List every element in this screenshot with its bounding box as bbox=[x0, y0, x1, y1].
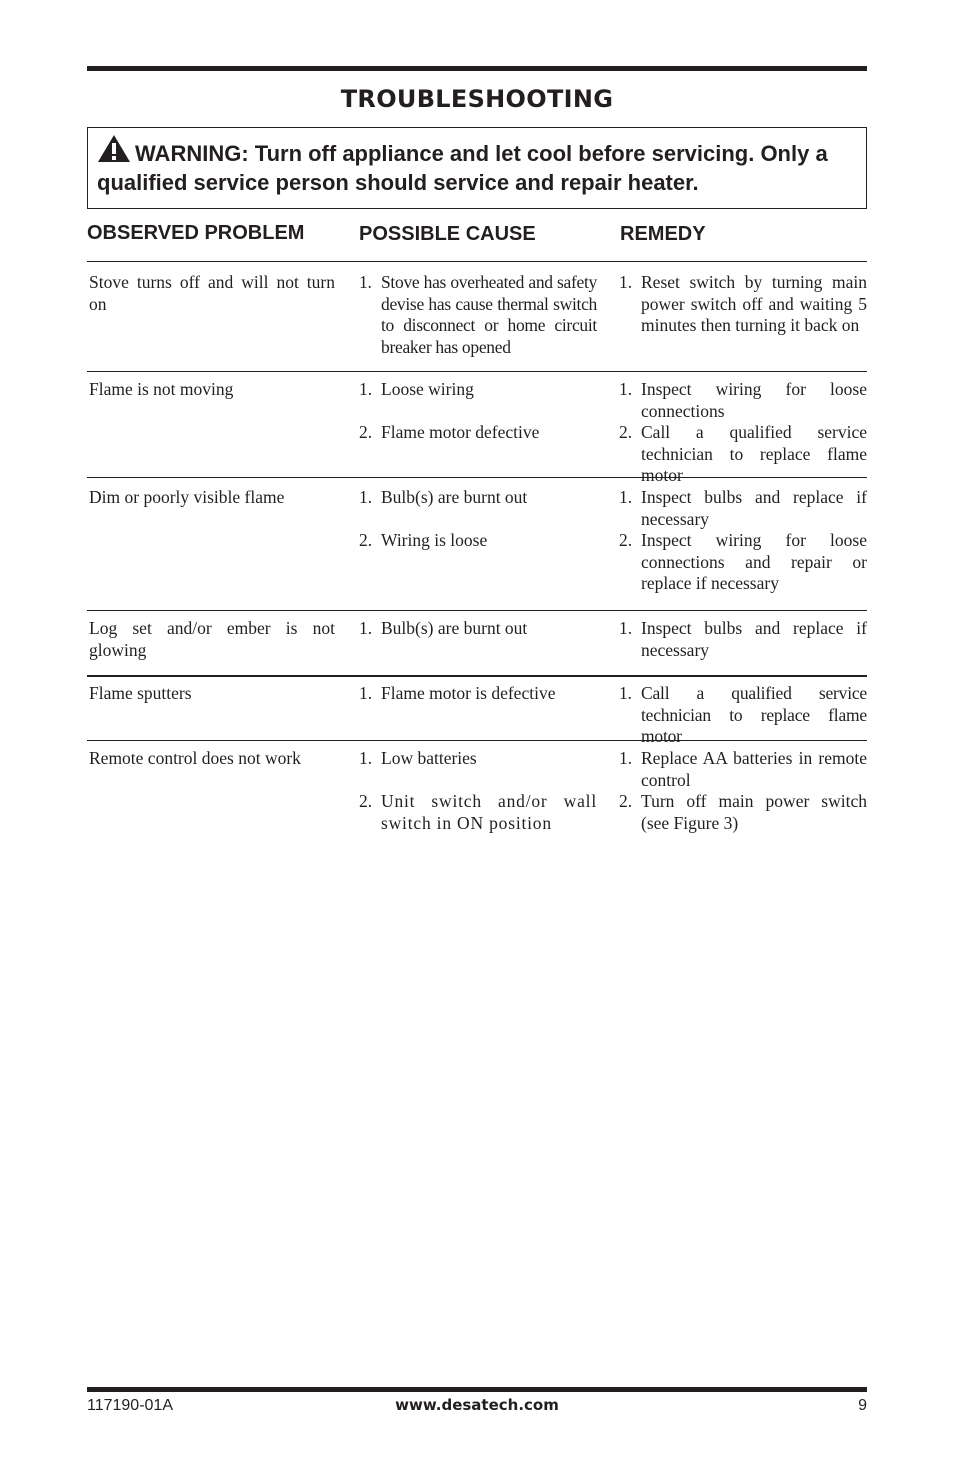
document-number: 117190-01A bbox=[87, 1397, 173, 1414]
problem-cell: Log set and/or ember is not glowing bbox=[89, 618, 335, 660]
table-row bbox=[87, 478, 867, 611]
remedy-cell bbox=[619, 683, 867, 748]
remedy-cell bbox=[619, 487, 867, 595]
table-row bbox=[87, 262, 867, 372]
warning-box bbox=[87, 127, 867, 209]
cause-item: 1. Stove has overheated and safety devise has cause thermal switch to disconnect or home circuit breaker has opened bbox=[359, 272, 597, 357]
top-rule bbox=[87, 66, 867, 71]
remedy-cell bbox=[619, 748, 867, 834]
cause-item: 2. Wiring is loose bbox=[359, 530, 488, 551]
footer-rule bbox=[87, 1387, 867, 1392]
header-possible-cause: POSSIBLE CAUSE bbox=[359, 223, 536, 245]
remedy-item: 2. Inspect wiring for loose connections and repair or replace if necessary bbox=[619, 530, 867, 594]
problem-cell: Flame sputters bbox=[89, 683, 192, 703]
warning-triangle-icon bbox=[97, 134, 131, 169]
cause-cell bbox=[359, 748, 597, 834]
cause-item: 2. Unit switch and/or wall switch in ON position bbox=[359, 791, 597, 833]
table-row bbox=[87, 677, 867, 747]
cause-item: 2. Flame motor defective bbox=[359, 422, 540, 443]
cause-cell bbox=[359, 487, 597, 552]
remedy-item: 1. Inspect bulbs and replace if necessary bbox=[619, 618, 867, 660]
remedy-cell bbox=[619, 379, 867, 487]
remedy-item: 1. Inspect bulbs and replace if necessary bbox=[619, 487, 867, 529]
remedy-item: 2. Call a qualified service technician to replace flame motor bbox=[619, 422, 867, 486]
problem-cell: Remote control does not work bbox=[89, 748, 301, 768]
remedy-cell bbox=[619, 272, 867, 337]
remedy-item: 1. Replace AA batteries in remote control bbox=[619, 748, 867, 790]
page-number: 9 bbox=[858, 1397, 867, 1414]
remedy-cell bbox=[619, 618, 867, 661]
website-link[interactable]: www.desatech.com bbox=[395, 1396, 559, 1414]
header-observed-problem: OBSERVED PROBLEM bbox=[87, 222, 305, 244]
table-row bbox=[87, 611, 867, 677]
cause-item: 1. Bulb(s) are burnt out bbox=[359, 618, 528, 638]
remedy-item: 1. Inspect wiring for loose connections bbox=[619, 379, 867, 421]
table-row bbox=[87, 372, 867, 486]
cause-item: 1. Flame motor is defective bbox=[359, 683, 556, 703]
table-row bbox=[87, 741, 867, 841]
cause-cell bbox=[359, 379, 597, 444]
cause-cell bbox=[359, 683, 597, 705]
page-title: TROUBLESHOOTING bbox=[340, 85, 614, 113]
table-header bbox=[87, 221, 867, 262]
warning-text: WARNING: Turn off appliance and let cool before servicing. Only a qualified service person should service and repair heater. bbox=[97, 141, 828, 195]
remedy-item: 2. Turn off main power switch (see Figure 3) bbox=[619, 791, 867, 833]
remedy-item: 1. Call a qualified service technician to replace flame motor bbox=[619, 683, 867, 747]
cause-cell bbox=[359, 618, 597, 640]
header-remedy: REMEDY bbox=[620, 223, 706, 245]
manual-page bbox=[87, 66, 867, 841]
cause-cell bbox=[359, 272, 597, 358]
cause-item: 1. Bulb(s) are burnt out bbox=[359, 487, 528, 507]
problem-cell: Flame is not moving bbox=[89, 379, 234, 399]
problem-cell: Stove turns off and will not turn on bbox=[89, 272, 335, 314]
problem-cell: Dim or poorly visible flame bbox=[89, 487, 285, 507]
remedy-item: 1. Reset switch by turning main power switch off and waiting 5 minutes then turning it back on bbox=[619, 272, 867, 336]
cause-item: 1. Loose wiring bbox=[359, 379, 474, 399]
cause-item: 1. Low batteries bbox=[359, 748, 477, 768]
